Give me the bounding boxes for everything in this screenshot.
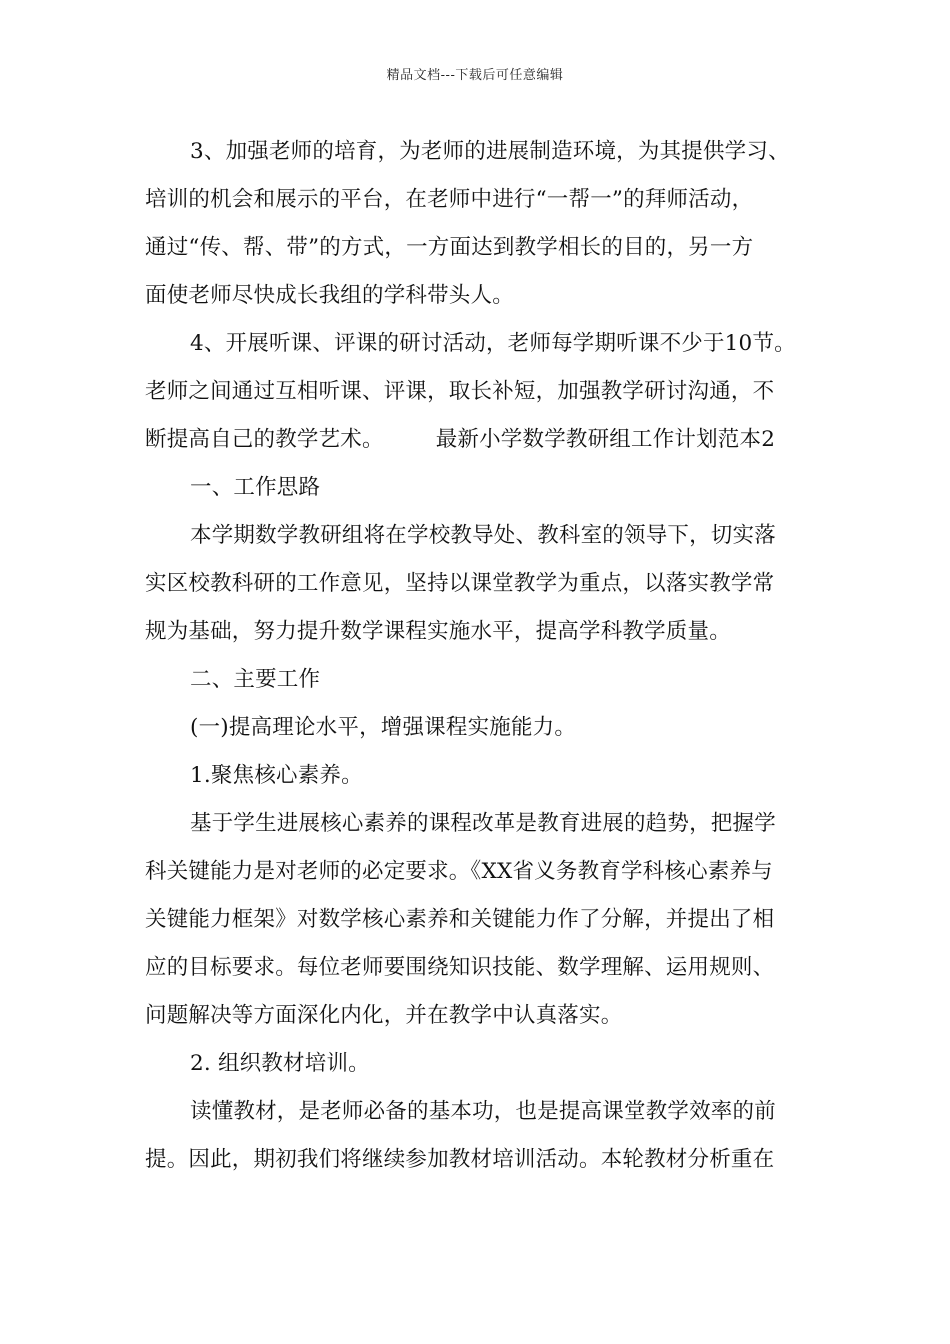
paragraph-line: 关键能力框架》对数学核心素养和关键能力作了分解，并提出了相 (145, 907, 775, 932)
paragraph-line: 提。因此，期初我们将继续参加教材培训活动。本轮教材分析重在 (145, 1147, 775, 1172)
paragraph-line: 基于学生进展核心素养的课程改革是教育进展的趋势，把握学 (190, 811, 776, 836)
paragraph-line: 通过“传、帮、带”的方式，一方面达到教学相长的目的，另一方 (145, 235, 754, 260)
paragraph-line: 规为基础，努力提升数学课程实施水平，提高学科教学质量。 (145, 619, 731, 644)
item-heading: 2. 组织教材培训。 (190, 1051, 370, 1076)
paragraph-line: 培训的机会和展示的平台，在老师中进行“一帮一”的拜师活动， (145, 187, 754, 212)
paragraph-line: 面使老师尽快成长我组的学科带头人。 (145, 283, 514, 308)
item-heading: 1.聚焦核心素养。 (190, 763, 363, 788)
paragraph-line: 读懂教材，是老师必备的基本功，也是提高课堂教学效率的前 (190, 1099, 776, 1124)
paragraph-line: 应的目标要求。每位老师要围绕知识技能、数学理解、运用规则、 (145, 955, 775, 980)
subsection-heading: (一)提高理论水平，增强课程实施能力。 (190, 715, 577, 740)
section-heading: 二、主要工作 (190, 667, 321, 692)
paragraph-line: 3、加强老师的培育，为老师的进展制造环境，为其提供学习、 (190, 139, 790, 164)
paragraph-line-with-title (145, 416, 825, 464)
paragraph-line: 本学期数学教研组将在学校教导处、教科室的领导下，切实落 (190, 523, 776, 548)
paragraph-line: 老师之间通过互相听课、评课，取长补短，加强教学研讨沟通，不 (145, 379, 775, 404)
paragraph-line: 问题解决等方面深化内化，并在教学中认真落实。 (145, 1003, 623, 1028)
document-body (145, 128, 825, 1184)
section-heading: 一、工作思路 (190, 475, 321, 500)
page-header: 精品文档---下载后可任意编辑 (386, 68, 564, 83)
paragraph-line: 断提高自己的教学艺术。 (145, 427, 384, 452)
section-title: 最新小学数学教研组工作计划范本2 (435, 427, 776, 452)
paragraph-line: 实区校教科研的工作意见，坚持以课堂教学为重点，以落实教学常 (145, 571, 775, 596)
paragraph-line: 科关键能力是对老师的必定要求。《XX省义务教育学科核心素养与 (145, 859, 773, 884)
paragraph-line: 4、开展听课、评课的研讨活动，老师每学期听课不少于10节。 (190, 331, 796, 356)
